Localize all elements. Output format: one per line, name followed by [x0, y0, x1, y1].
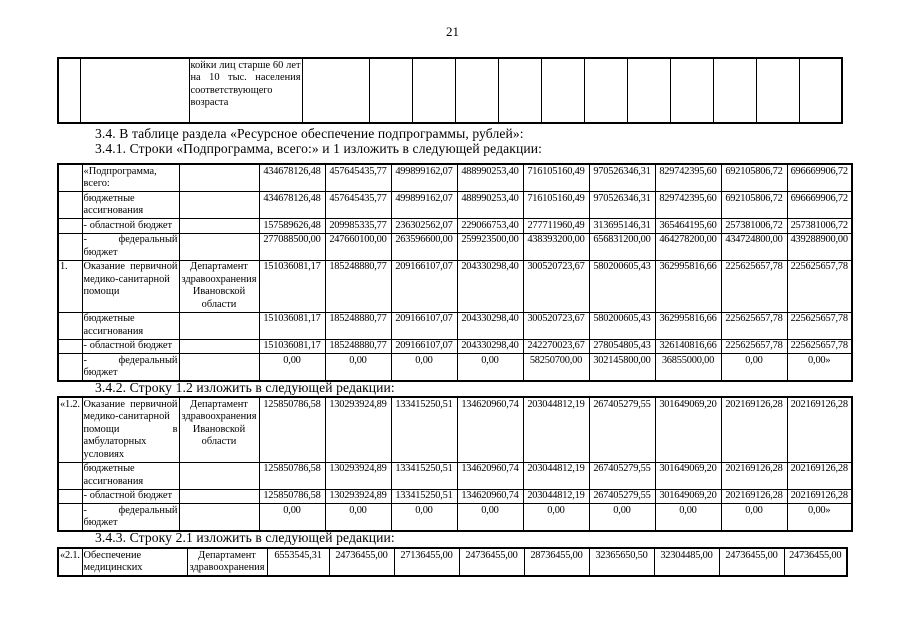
department-cell	[179, 489, 259, 504]
table-row-2-1	[57, 547, 848, 577]
value-cell: 133415250,51	[391, 397, 457, 462]
value-cell: 313695146,31	[589, 219, 655, 234]
table-row	[58, 58, 842, 123]
value-cell: 204330298,40	[457, 260, 523, 312]
value-cell: 0,00	[721, 354, 787, 382]
value-cell: 0,00	[259, 354, 325, 382]
value-cell: 301649069,20	[655, 397, 721, 462]
value-cell: 134620960,74	[457, 397, 523, 462]
table-row	[58, 462, 852, 489]
row-label-cell: Обеспечение медицинских	[82, 548, 187, 576]
value-cell: 829742395,60	[655, 164, 721, 192]
row-label-cell: Оказание первичной медико-санитарной помощи	[82, 260, 179, 312]
value-cell: 457645435,77	[325, 164, 391, 192]
value-cell: 464278200,00	[655, 233, 721, 260]
row-label-cell: бюджетные ассигнования	[82, 312, 179, 339]
row-number-cell	[58, 462, 82, 489]
value-cell: 203044812,19	[523, 462, 589, 489]
table-row	[58, 504, 852, 532]
value-cell: 125850786,58	[259, 462, 325, 489]
value-cell: 225625657,78	[787, 339, 852, 354]
value-cell: 32304485,00	[654, 548, 719, 576]
value-cell: 0,00	[589, 504, 655, 532]
value-cell: 692105806,72	[721, 192, 787, 219]
value-cell: 0,00»	[787, 504, 852, 532]
value-cell: 130293924,89	[325, 397, 391, 462]
value-cell: 362995816,66	[655, 260, 721, 312]
value-cell: 204330298,40	[457, 339, 523, 354]
value-cell: 202169126,28	[721, 489, 787, 504]
value-cell: 434724800,00	[721, 233, 787, 260]
department-cell: Департамент здравоохранения Ивановской области	[179, 260, 259, 312]
value-cell: 656831200,00	[589, 233, 655, 260]
value-cell: 488990253,40	[457, 192, 523, 219]
value-cell: 202169126,28	[787, 397, 852, 462]
row-number-cell	[58, 312, 82, 339]
row-number-cell	[58, 164, 82, 192]
empty-value-cell	[412, 58, 455, 123]
value-cell: 203044812,19	[523, 489, 589, 504]
row-number-cell	[58, 354, 82, 382]
value-cell: 130293924,89	[325, 462, 391, 489]
section-3-4-3-heading: 3.4.3. Строку 2.1 изложить в следующей редакции:	[95, 530, 395, 545]
value-cell: 225625657,78	[721, 339, 787, 354]
row-label-cell: «Подпрограмма, всего:	[82, 164, 179, 192]
value-cell: 434678126,48	[259, 164, 325, 192]
row-number-cell	[58, 504, 82, 532]
value-cell: 0,00	[457, 504, 523, 532]
value-cell: 580200605,43	[589, 260, 655, 312]
value-cell: 267405279,55	[589, 489, 655, 504]
row-label-cell: - федеральный бюджет	[82, 504, 179, 532]
value-cell: 225625657,78	[787, 312, 852, 339]
carryover-table	[57, 57, 843, 124]
value-cell: 257381006,72	[787, 219, 852, 234]
department-cell	[179, 192, 259, 219]
department-cell: Департамент здравоохранения Ивановской области	[179, 397, 259, 462]
value-cell: 439288900,00	[787, 233, 852, 260]
value-cell: 499899162,07	[391, 164, 457, 192]
value-cell: 970526346,31	[589, 192, 655, 219]
empty-value-cell	[799, 58, 842, 123]
value-cell: 225625657,78	[721, 312, 787, 339]
page-number: 21	[446, 24, 459, 39]
value-cell: 277088500,00	[259, 233, 325, 260]
department-cell	[179, 504, 259, 532]
value-cell: 134620960,74	[457, 489, 523, 504]
empty-value-cell	[627, 58, 670, 123]
value-cell: 185248880,77	[325, 260, 391, 312]
value-cell: 202169126,28	[721, 462, 787, 489]
value-cell: 125850786,58	[259, 489, 325, 504]
value-cell: 134620960,74	[457, 462, 523, 489]
value-cell: 130293924,89	[325, 489, 391, 504]
empty-value-cell	[498, 58, 541, 123]
value-cell: 32365650,50	[589, 548, 654, 576]
value-cell: 263596600,00	[391, 233, 457, 260]
department-cell: Департамент здравоохранения	[187, 548, 267, 576]
value-cell: 0,00	[391, 354, 457, 382]
value-cell: 36855000,00	[655, 354, 721, 382]
value-cell: 185248880,77	[325, 339, 391, 354]
value-cell: 0,00	[721, 504, 787, 532]
row-label-cell: Оказание первичной медико-санитарной помощи в амбулаторных условиях	[82, 397, 179, 462]
value-cell: 209985335,77	[325, 219, 391, 234]
table-row	[58, 354, 852, 382]
value-cell: 225625657,78	[787, 260, 852, 312]
row-number-cell: «2.1.	[58, 548, 82, 576]
table-row	[58, 548, 847, 576]
value-cell: 236302562,07	[391, 219, 457, 234]
row-number-cell	[58, 233, 82, 260]
empty-value-cell	[369, 58, 412, 123]
value-cell: 242270023,67	[523, 339, 589, 354]
value-cell: 457645435,77	[325, 192, 391, 219]
section-3-4-1-heading: 3.4.1. Строки «Подпрограмма, всего:» и 1 изложить в следующей редакции:	[95, 141, 542, 156]
row-number-cell	[58, 219, 82, 234]
value-cell: 58250700,00	[523, 354, 589, 382]
value-cell: 301649069,20	[655, 462, 721, 489]
value-cell: 24736455,00	[719, 548, 784, 576]
value-cell: 0,00	[391, 504, 457, 532]
value-cell: 267405279,55	[589, 397, 655, 462]
row-label-cell: бюджетные ассигнования	[82, 192, 179, 219]
department-cell	[179, 312, 259, 339]
value-cell: 157589626,48	[259, 219, 325, 234]
empty-value-cell	[302, 58, 369, 123]
value-cell: 716105160,49	[523, 164, 589, 192]
row-number-cell	[58, 58, 80, 123]
empty-value-cell	[584, 58, 627, 123]
value-cell: 209166107,07	[391, 312, 457, 339]
department-cell	[179, 462, 259, 489]
row-label-cell: - федеральный бюджет	[82, 233, 179, 260]
value-cell: 300520723,67	[523, 312, 589, 339]
value-cell: 257381006,72	[721, 219, 787, 234]
table-row	[58, 233, 852, 260]
value-cell: 259923500,00	[457, 233, 523, 260]
value-cell: 499899162,07	[391, 192, 457, 219]
table-subprogram-total	[57, 163, 853, 382]
value-cell: 434678126,48	[259, 192, 325, 219]
section-3-4-heading: 3.4. В таблице раздела «Ресурсное обеспечение подпрограммы, рублей»:	[95, 126, 524, 141]
value-cell: 185248880,77	[325, 312, 391, 339]
value-cell: 0,00»	[787, 354, 852, 382]
table-row	[58, 260, 852, 312]
row-label-cell: - областной бюджет	[82, 489, 179, 504]
value-cell: 209166107,07	[391, 339, 457, 354]
table-row	[58, 192, 852, 219]
value-cell: 0,00	[325, 354, 391, 382]
value-cell: 0,00	[259, 504, 325, 532]
empty-value-cell	[713, 58, 756, 123]
value-cell: 326140816,66	[655, 339, 721, 354]
value-cell: 0,00	[655, 504, 721, 532]
value-cell: 202169126,28	[787, 489, 852, 504]
department-cell	[179, 233, 259, 260]
table-row	[58, 397, 852, 462]
table-row	[58, 489, 852, 504]
value-cell: 267405279,55	[589, 462, 655, 489]
value-cell: 0,00	[325, 504, 391, 532]
indicator-cell: койки лиц старше 60 лет на 10 тыс. населения соответствующего возраста	[189, 58, 302, 123]
value-cell: 203044812,19	[523, 397, 589, 462]
value-cell: 151036081,17	[259, 339, 325, 354]
table-row	[58, 312, 852, 339]
table-row	[58, 339, 852, 354]
department-cell	[179, 354, 259, 382]
department-cell	[179, 219, 259, 234]
row-number-cell: «1.2.	[58, 397, 82, 462]
value-cell: 28736455,00	[524, 548, 589, 576]
value-cell: 580200605,43	[589, 312, 655, 339]
value-cell: 24736455,00	[459, 548, 524, 576]
value-cell: 301649069,20	[655, 489, 721, 504]
value-cell: 27136455,00	[394, 548, 459, 576]
value-cell: 488990253,40	[457, 164, 523, 192]
row-label-cell: бюджетные ассигнования	[82, 462, 179, 489]
value-cell: 438393200,00	[523, 233, 589, 260]
value-cell: 24736455,00	[784, 548, 847, 576]
value-cell: 362995816,66	[655, 312, 721, 339]
value-cell: 696669906,72	[787, 192, 852, 219]
value-cell: 278054805,43	[589, 339, 655, 354]
row-label-cell: - федеральный бюджет	[82, 354, 179, 382]
row-number-cell	[58, 489, 82, 504]
value-cell: 0,00	[523, 504, 589, 532]
row-number-cell: 1.	[58, 260, 82, 312]
value-cell: 300520723,67	[523, 260, 589, 312]
department-cell	[179, 164, 259, 192]
department-cell	[179, 339, 259, 354]
value-cell: 692105806,72	[721, 164, 787, 192]
value-cell: 829742395,60	[655, 192, 721, 219]
row-label-cell: - областной бюджет	[82, 219, 179, 234]
value-cell: 716105160,49	[523, 192, 589, 219]
value-cell: 202169126,28	[721, 397, 787, 462]
value-cell: 365464195,60	[655, 219, 721, 234]
value-cell: 133415250,51	[391, 462, 457, 489]
value-cell: 125850786,58	[259, 397, 325, 462]
table-row	[58, 164, 852, 192]
value-cell: 24736455,00	[329, 548, 394, 576]
value-cell: 277711960,49	[523, 219, 589, 234]
row-label-cell	[80, 58, 189, 123]
value-cell: 247660100,00	[325, 233, 391, 260]
empty-value-cell	[756, 58, 799, 123]
value-cell: 151036081,17	[259, 260, 325, 312]
value-cell: 696669906,72	[787, 164, 852, 192]
empty-value-cell	[541, 58, 584, 123]
value-cell: 209166107,07	[391, 260, 457, 312]
value-cell: 0,00	[457, 354, 523, 382]
table-row-1-2	[57, 396, 853, 532]
value-cell: 202169126,28	[787, 462, 852, 489]
value-cell: 151036081,17	[259, 312, 325, 339]
row-label-cell: - областной бюджет	[82, 339, 179, 354]
value-cell: 970526346,31	[589, 164, 655, 192]
section-3-4-2-heading: 3.4.2. Строку 1.2 изложить в следующей редакции:	[95, 380, 395, 395]
empty-value-cell	[670, 58, 713, 123]
row-number-cell	[58, 339, 82, 354]
value-cell: 225625657,78	[721, 260, 787, 312]
row-number-cell	[58, 192, 82, 219]
value-cell: 6553545,31	[267, 548, 329, 576]
value-cell: 229066753,40	[457, 219, 523, 234]
empty-value-cell	[455, 58, 498, 123]
value-cell: 133415250,51	[391, 489, 457, 504]
value-cell: 204330298,40	[457, 312, 523, 339]
table-row	[58, 219, 852, 234]
value-cell: 302145800,00	[589, 354, 655, 382]
